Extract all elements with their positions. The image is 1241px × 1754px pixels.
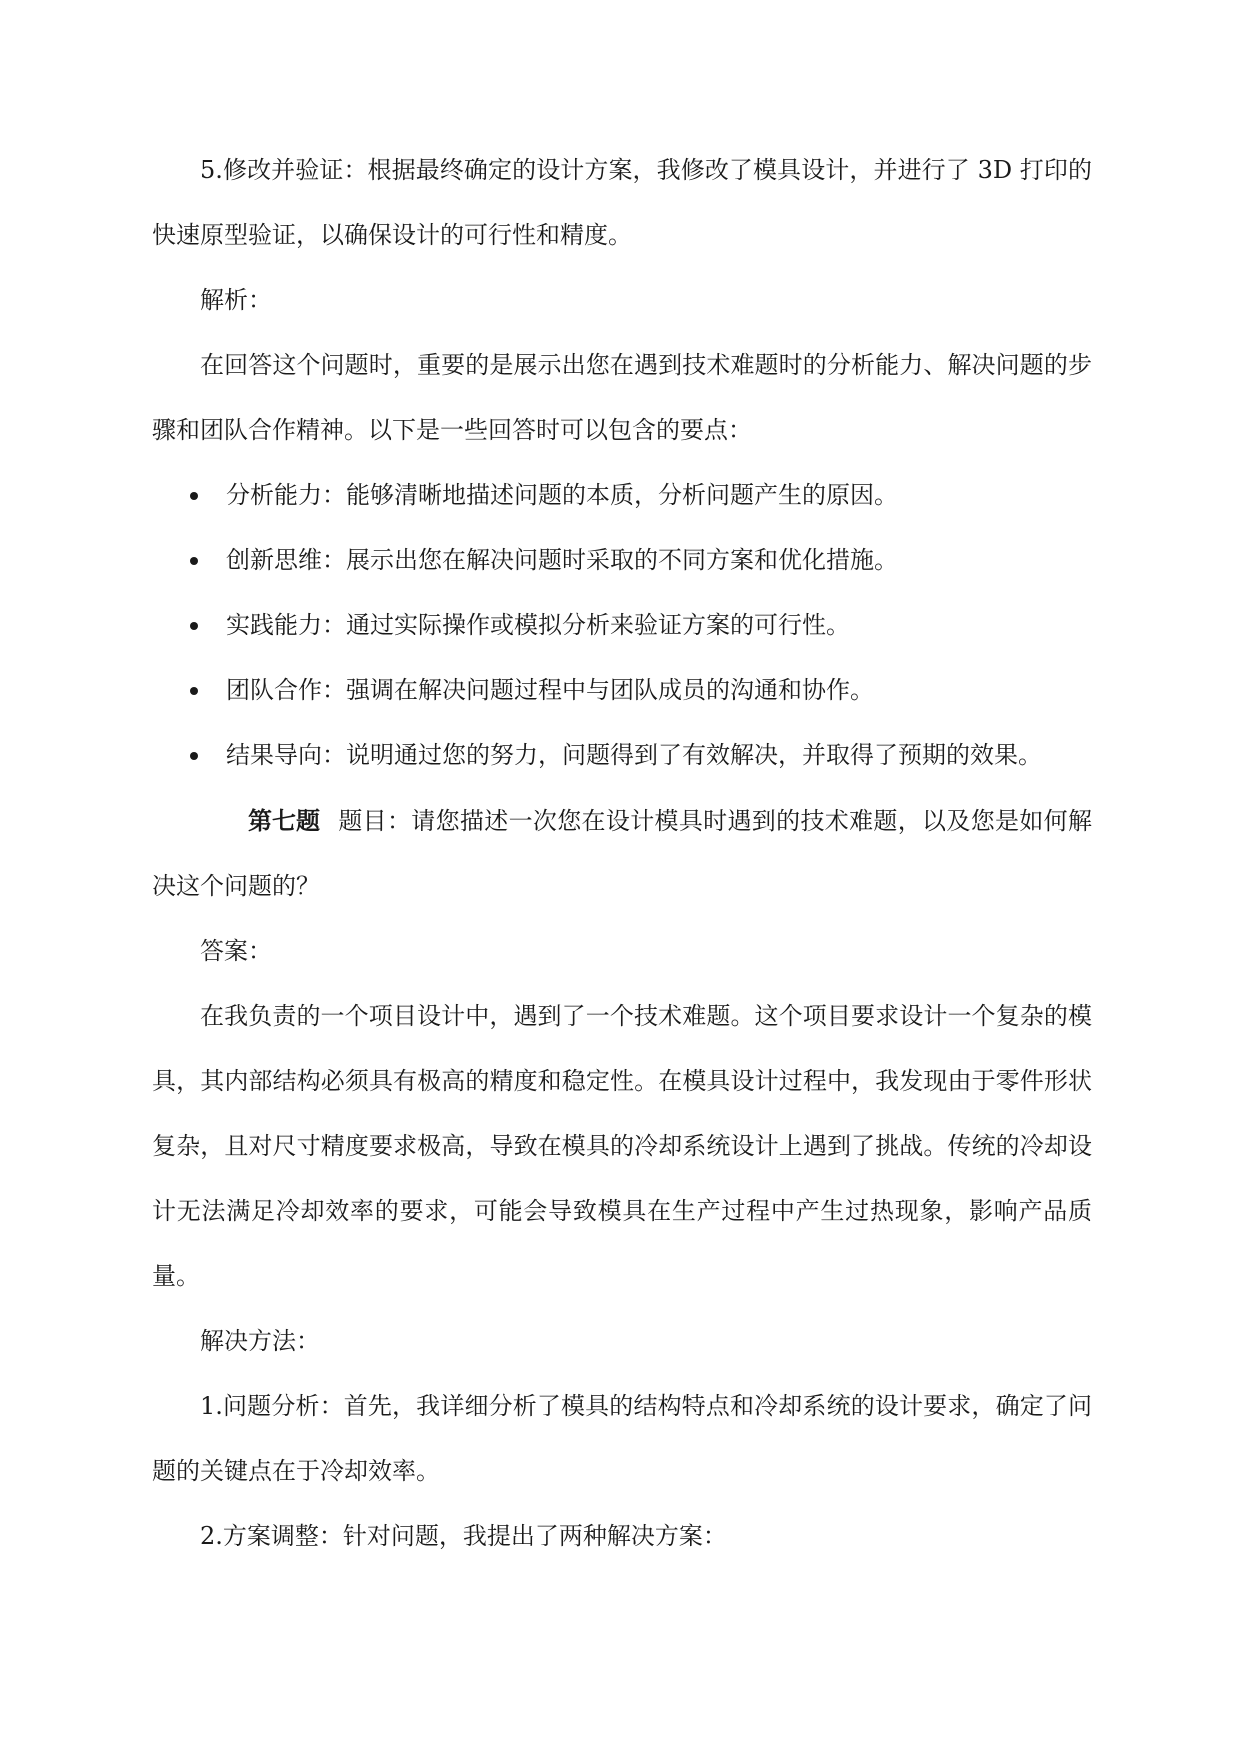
list-item bbox=[152, 593, 1092, 658]
list-item-text: 创新思维：展示出您在解决问题时采取的不同方案和优化措施。 bbox=[226, 546, 898, 574]
step-plan-adjustment: 2.方案调整：针对问题，我提出了两种解决方案： bbox=[200, 1522, 727, 1550]
list-item-text: 实践能力：通过实际操作或模拟分析来验证方案的可行性。 bbox=[226, 611, 850, 639]
question-text: 题目：请您描述一次您在设计模具时遇到的技术难题，以及您是如何解决这个问题的？ bbox=[152, 807, 1092, 900]
method-label: 解决方法： bbox=[200, 1327, 320, 1355]
bullet-icon bbox=[190, 752, 198, 760]
answer-paragraph: 在我负责的一个项目设计中，遇到了一个技术难题。这个项目要求设计一个复杂的模具，其内部结构必须具有极高的精度和稳定性。在模具设计过程中，我发现由于零件形状复杂，且对尺寸精度要求极高，导致在模具的冷却系统设计上遇到了挑战。传统的冷却设计无法满足冷却效率的要求，可能会导致模具在生产过程中产生过热现象，影响产品质量。 bbox=[152, 1002, 1092, 1290]
bullet-icon bbox=[190, 492, 198, 500]
analysis-label: 解析： bbox=[200, 286, 272, 314]
paragraph-modify-verify: 5.修改并验证：根据最终确定的设计方案，我修改了模具设计，并进行了 3D 打印的快速原型验证，以确保设计的可行性和精度。 bbox=[152, 156, 1092, 249]
key-points-list bbox=[152, 463, 1092, 788]
question-number: 第七题 bbox=[248, 806, 320, 835]
list-item bbox=[152, 528, 1092, 593]
list-item-text: 结果导向：说明通过您的努力，问题得到了有效解决，并取得了预期的效果。 bbox=[226, 741, 1042, 769]
question-paragraph bbox=[152, 788, 1092, 919]
document-page bbox=[152, 138, 1092, 1569]
bullet-icon bbox=[190, 557, 198, 565]
bullet-icon bbox=[190, 622, 198, 630]
step-problem-analysis: 1.问题分析：首先，我详细分析了模具的结构特点和冷却系统的设计要求，确定了问题的关键点在于冷却效率。 bbox=[152, 1392, 1092, 1485]
answer-label: 答案： bbox=[200, 937, 272, 965]
list-item bbox=[152, 463, 1092, 528]
analysis-paragraph: 在回答这个问题时，重要的是展示出您在遇到技术难题时的分析能力、解决问题的步骤和团队合作精神。以下是一些回答时可以包含的要点： bbox=[152, 351, 1092, 444]
list-item-text: 分析能力：能够清晰地描述问题的本质，分析问题产生的原因。 bbox=[226, 481, 898, 509]
list-item bbox=[152, 723, 1092, 788]
list-item bbox=[152, 658, 1092, 723]
bullet-icon bbox=[190, 687, 198, 695]
list-item-text: 团队合作：强调在解决问题过程中与团队成员的沟通和协作。 bbox=[226, 676, 874, 704]
